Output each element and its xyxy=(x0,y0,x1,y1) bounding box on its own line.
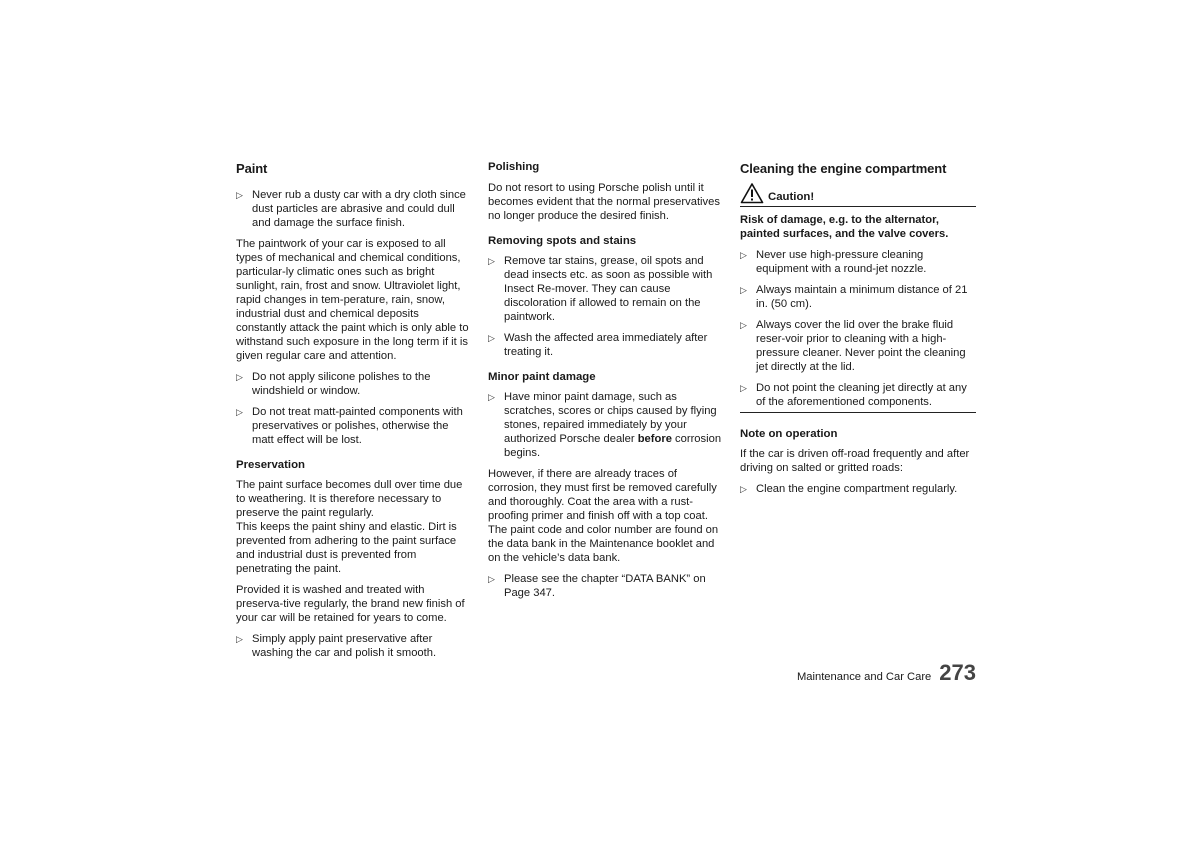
list-item: ▷ Remove tar stains, grease, oil spots and dead insects etc. as soon as possible with Insect Re-mover. They can cause discoloration if allowed to remain on the paintwork. xyxy=(488,255,713,323)
warning-triangle-icon xyxy=(740,182,764,204)
list-item: ▷ Do not apply silicone polishes to the windshield or window. xyxy=(236,371,431,397)
paragraph: Provided it is washed and treated with preserva-tive regularly, the brand new finish of your car will be retained for years to come. xyxy=(236,584,465,624)
subheading-note-on-operation: Note on operation xyxy=(740,428,838,440)
list-item: ▷ Simply apply paint preservative after washing the car and polish it smooth. xyxy=(236,633,437,659)
subheading-preservation: Preservation xyxy=(236,459,306,471)
triangle-bullet-icon: ▷ xyxy=(740,383,747,393)
caution-label: Caution! xyxy=(768,191,815,203)
subheading-polishing: Polishing xyxy=(488,161,540,173)
list-item: ▷ Wash the affected area immediately after treating it. xyxy=(488,332,708,358)
risk-warning: Risk of damage, e.g. to the alternator, painted surfaces, and the valve covers. xyxy=(740,214,949,240)
list-item: ▷ Always maintain a minimum distance of 21 in. (50 cm). xyxy=(740,284,968,310)
triangle-bullet-icon: ▷ xyxy=(488,574,495,584)
list-item: ▷ Do not treat matt-painted components with preservatives or polishes, otherwise the matt effect will be lost. xyxy=(236,406,463,446)
page-footer xyxy=(740,660,976,686)
paragraph: The paintwork of your car is exposed to all types of mechanical and chemical conditions, particular-ly climatic ones such as bright sunlight, rain, frost and snow. Ultraviolet light, rapid changes in tem-perature, rain, snow, industrial dust and chemical deposits constantly attack the paint which is only able to withstand such exposure in the long term if it is given regular care and attention. xyxy=(236,238,469,362)
subheading-removing-spots: Removing spots and stains xyxy=(488,235,637,247)
divider xyxy=(740,206,976,207)
column-paint xyxy=(236,160,472,667)
triangle-bullet-icon: ▷ xyxy=(740,285,747,295)
list-item: ▷ Never rub a dusty car with a dry cloth since dust particles are abrasive and could dull and damage the surface finish. xyxy=(236,189,466,229)
list-item: ▷ Have minor paint damage, such as scratches, scores or chips caused by flying stones, repaired immediately by your authorized Porsche dealer before corrosion begins. xyxy=(488,391,722,459)
list-item: ▷ Never use high-pressure cleaning equipment with a round-jet nozzle. xyxy=(740,249,927,275)
triangle-bullet-icon: ▷ xyxy=(740,484,747,494)
triangle-bullet-icon: ▷ xyxy=(740,320,747,330)
section-title-paint: Paint xyxy=(236,161,268,176)
triangle-bullet-icon: ▷ xyxy=(740,250,747,260)
list-item: ▷ Clean the engine compartment regularly. xyxy=(740,483,958,495)
paragraph: However, if there are already traces of corrosion, they must first be removed carefully and thoroughly. Coat the area with a rust-proofing primer and finish off with a top coat. The paint code and color number are found on the data bank in the Maintenance booklet and on the vehicle’s data bank. xyxy=(488,468,719,564)
triangle-bullet-icon: ▷ xyxy=(488,333,495,343)
emphasis: before xyxy=(637,433,672,445)
triangle-bullet-icon: ▷ xyxy=(488,256,495,266)
section-name: Maintenance and Car Care xyxy=(796,671,932,683)
list-item: ▷ Do not point the cleaning jet directly at any of the aforementioned components. xyxy=(740,382,967,408)
triangle-bullet-icon: ▷ xyxy=(236,190,243,200)
paragraph: Do not resort to using Porsche polish until it becomes evident that the normal preservatives no longer produce the desired finish. xyxy=(488,182,720,222)
paragraph: This keeps the paint shiny and elastic. Dirt is prevented from adhering to the paint surface and industrial dust is prevented from penetrating the paint. xyxy=(236,521,457,575)
page-number: 273 xyxy=(939,660,976,685)
column-engine-cleaning xyxy=(740,160,976,503)
column-polishing xyxy=(488,160,724,607)
paragraph: The paint surface becomes dull over time due to weathering. It is therefore necessary to preserve the paint regularly. xyxy=(236,479,463,519)
paragraph: If the car is driven off-road frequently and after driving on salted or gritted roads: xyxy=(740,448,970,474)
list-item: ▷ Please see the chapter “DATA BANK” on Page 347. xyxy=(488,573,706,599)
caution-box xyxy=(740,182,976,204)
triangle-bullet-icon: ▷ xyxy=(236,407,243,417)
triangle-bullet-icon: ▷ xyxy=(488,392,495,402)
subheading-minor-damage: Minor paint damage xyxy=(488,371,596,383)
triangle-bullet-icon: ▷ xyxy=(236,372,243,382)
list-item: ▷ Always cover the lid over the brake fluid reser-voir prior to cleaning with a high-pressure cleaner. Never point the cleaning jet directly at the lid. xyxy=(740,319,966,373)
section-title-engine: Cleaning the engine compartment xyxy=(740,161,947,176)
triangle-bullet-icon: ▷ xyxy=(236,634,243,644)
divider xyxy=(740,412,976,413)
